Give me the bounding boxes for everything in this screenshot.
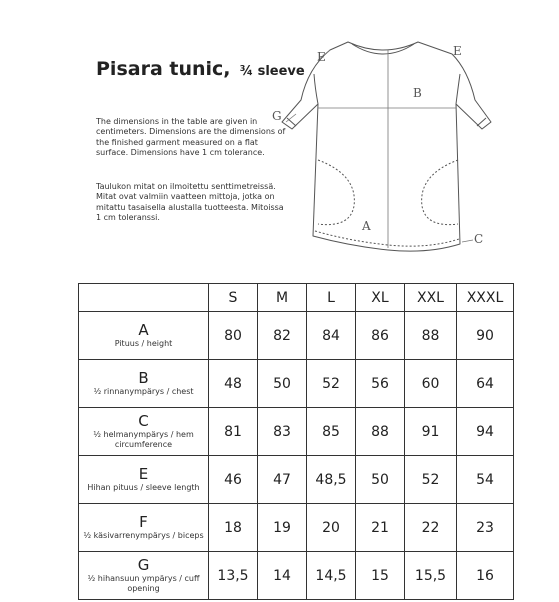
size-header: XXXL (457, 284, 514, 312)
table-cell: 48,5 (307, 456, 356, 504)
neckline (352, 44, 414, 54)
table-cell: 81 (209, 408, 258, 456)
left-sleeve-seam (314, 74, 318, 104)
measurement-label (79, 552, 209, 600)
table-row (79, 504, 514, 552)
table-cell: 52 (307, 360, 356, 408)
table-row (79, 312, 514, 360)
measurement-letter: F (139, 513, 148, 532)
table-cell: 80 (209, 312, 258, 360)
table-cell: 88 (356, 408, 405, 456)
table-cell: 52 (405, 456, 457, 504)
table-cell: 22 (405, 504, 457, 552)
table-cell: 85 (307, 408, 356, 456)
size-header: M (258, 284, 307, 312)
hem-stitch (315, 231, 459, 246)
measurement-label (79, 456, 209, 504)
table-cell: 94 (457, 408, 514, 456)
table-cell: 16 (457, 552, 514, 600)
size-chart-table (78, 283, 514, 600)
table-cell: 47 (258, 456, 307, 504)
measurement-label (79, 312, 209, 360)
garment-outline (282, 42, 491, 251)
table-cell: 64 (457, 360, 514, 408)
table-cell: 91 (405, 408, 457, 456)
measurement-description: ½ rinnanympärys / chest (93, 386, 194, 396)
product-variant: ¾ sleeve (239, 64, 305, 79)
garment-diagram (268, 30, 498, 270)
table-cell: 13,5 (209, 552, 258, 600)
table-cell: 19 (258, 504, 307, 552)
measurement-letter: G (137, 556, 150, 575)
table-cell: 86 (356, 312, 405, 360)
table-cell: 20 (307, 504, 356, 552)
table-cell: 15,5 (405, 552, 457, 600)
table-cell: 54 (457, 456, 514, 504)
measurement-letter: A (138, 321, 149, 340)
diagram-label-g: G (272, 109, 282, 123)
table-cell: 21 (356, 504, 405, 552)
table-cell: 90 (457, 312, 514, 360)
table-cell: 15 (356, 552, 405, 600)
measurement-label (79, 360, 209, 408)
table-cell: 60 (405, 360, 457, 408)
table-cell: 18 (209, 504, 258, 552)
measurement-description: Hihan pituus / sleeve length (87, 482, 200, 492)
table-cell: 23 (457, 504, 514, 552)
size-header: XXL (405, 284, 457, 312)
measurement-label (79, 408, 209, 456)
table-cell: 88 (405, 312, 457, 360)
left-cuff (287, 118, 296, 126)
size-header: XL (356, 284, 405, 312)
right-cuff (477, 118, 486, 126)
size-header: L (307, 284, 356, 312)
header-empty-cell (79, 284, 209, 312)
table-cell: 56 (356, 360, 405, 408)
measurement-description: Pituus / height (114, 338, 173, 348)
table-row (79, 360, 514, 408)
diagram-label-b: B (413, 86, 422, 100)
size-header: S (209, 284, 258, 312)
info-text-finnish: Taulukon mitat on ilmoitettu senttimetreissä. Mitat ovat valmiin vaatteen mittoja, jotka on mitattu tasaisella alustalla tuotteesta. Mitoissa 1 cm toleranssi. (96, 182, 284, 222)
table-row (79, 408, 514, 456)
table-cell: 46 (209, 456, 258, 504)
measurement-label (79, 504, 209, 552)
diagram-label-e-left: E (317, 50, 326, 64)
diagram-label-a: A (362, 219, 371, 233)
product-name: Pisara tunic, (96, 58, 231, 80)
table-cell: 84 (307, 312, 356, 360)
table-row (79, 552, 514, 600)
table-cell: 48 (209, 360, 258, 408)
measurement-letter: E (138, 465, 149, 484)
table-cell: 50 (356, 456, 405, 504)
table-cell: 50 (258, 360, 307, 408)
measurement-letter: C (138, 412, 149, 431)
diagram-label-e-right: E (453, 44, 462, 58)
size-header-row (79, 284, 514, 312)
table-cell: 14 (258, 552, 307, 600)
table-row (79, 456, 514, 504)
diagram-label-c: C (474, 232, 484, 246)
left-pocket (318, 160, 354, 225)
table-cell: 14,5 (307, 552, 356, 600)
measurement-description: ½ helmanympärys / hem circumference (93, 429, 194, 449)
right-pocket (422, 160, 458, 225)
measurement-description: ½ hihansuun ympärys / cuff opening (87, 573, 200, 593)
measurement-description: ½ käsivarrenympärys / biceps (83, 530, 204, 540)
table-cell: 83 (258, 408, 307, 456)
measurement-letter: B (138, 369, 149, 388)
table-cell: 82 (258, 312, 307, 360)
measure-line-c (462, 240, 473, 242)
info-text-english: The dimensions in the table are given in centimeters. Dimensions are the dimensions of the finished garment measured on a flat surface. Dimensions have 1 cm tolerance. (96, 117, 286, 157)
right-sleeve-seam (456, 74, 460, 104)
